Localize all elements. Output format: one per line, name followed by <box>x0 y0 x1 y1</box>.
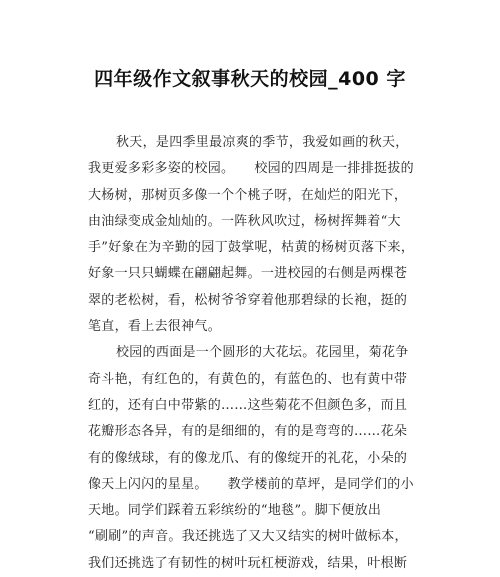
paragraph-line: 手”好象在为辛勤的园丁鼓掌呢，枯黄的杨树页落下来， <box>88 240 415 256</box>
paragraph-line: 笔直，看上去很神气。 <box>88 319 222 335</box>
paragraph-line: 翠的老松树，看，松树爷爷穿着他那碧绿的长袍，挺的 <box>88 292 408 308</box>
paragraph-line: 奇斗艳，有红色的，有黄色的，有蓝色的、也有黄中带 <box>88 371 408 387</box>
paragraph-line: 秋天，是四季里最凉爽的季节，我爱如画的秋天， <box>116 135 409 150</box>
paragraph-line: 由油绿变成金灿灿的。一阵秋风吹过，杨树挥舞着“大 <box>88 213 401 229</box>
paragraph-line: 有的像绒球，有的像龙爪、有的像绽开的礼花，小朵的 <box>88 450 408 466</box>
paragraph-line: 我们还挑选了有韧性的树叶玩杠梗游戏，结果，叶根断 <box>88 555 408 571</box>
document-body <box>88 130 418 577</box>
paragraph-line: 好象一只只蝴蝶在翩翩起舞。一进校园的右侧是两棵苍 <box>88 266 408 282</box>
document-title: 四年级作文叙事秋天的校园_400 字 <box>94 68 406 90</box>
paragraph-line: 花瓣形态各异，有的是细细的，有的是弯弯的……花朵 <box>88 424 408 440</box>
paragraph-line-segment: 我更爱多彩多姿的校园。 <box>88 161 235 177</box>
paragraph-line-segment: 校园的四周是一排排挺拔的 <box>254 161 414 177</box>
paragraph-line <box>88 156 418 182</box>
paragraph-line: “刷刷”的声音。我还挑选了又大又结实的树叶做标本， <box>88 529 408 545</box>
paragraph-line-segment: 像天上闪闪的星星。 <box>88 476 208 492</box>
paragraph-line <box>88 472 418 498</box>
paragraph-line: 红的，还有白中带紫的……这些菊花不但颜色多，而且 <box>88 397 408 413</box>
paragraph-line-segment: 教学楼前的草坪，是同学们的小 <box>227 476 414 492</box>
paragraph-line: 校园的西面是一个圆形的大花坛。花园里，菊花争 <box>116 345 409 361</box>
paragraph-line: 大杨树，那树页多像一个个桃子呀，在灿烂的阳光下， <box>88 187 408 203</box>
paragraph-line: 天地。同学们踩着五彩缤纷的“地毯”。脚下便放出 <box>88 503 382 519</box>
